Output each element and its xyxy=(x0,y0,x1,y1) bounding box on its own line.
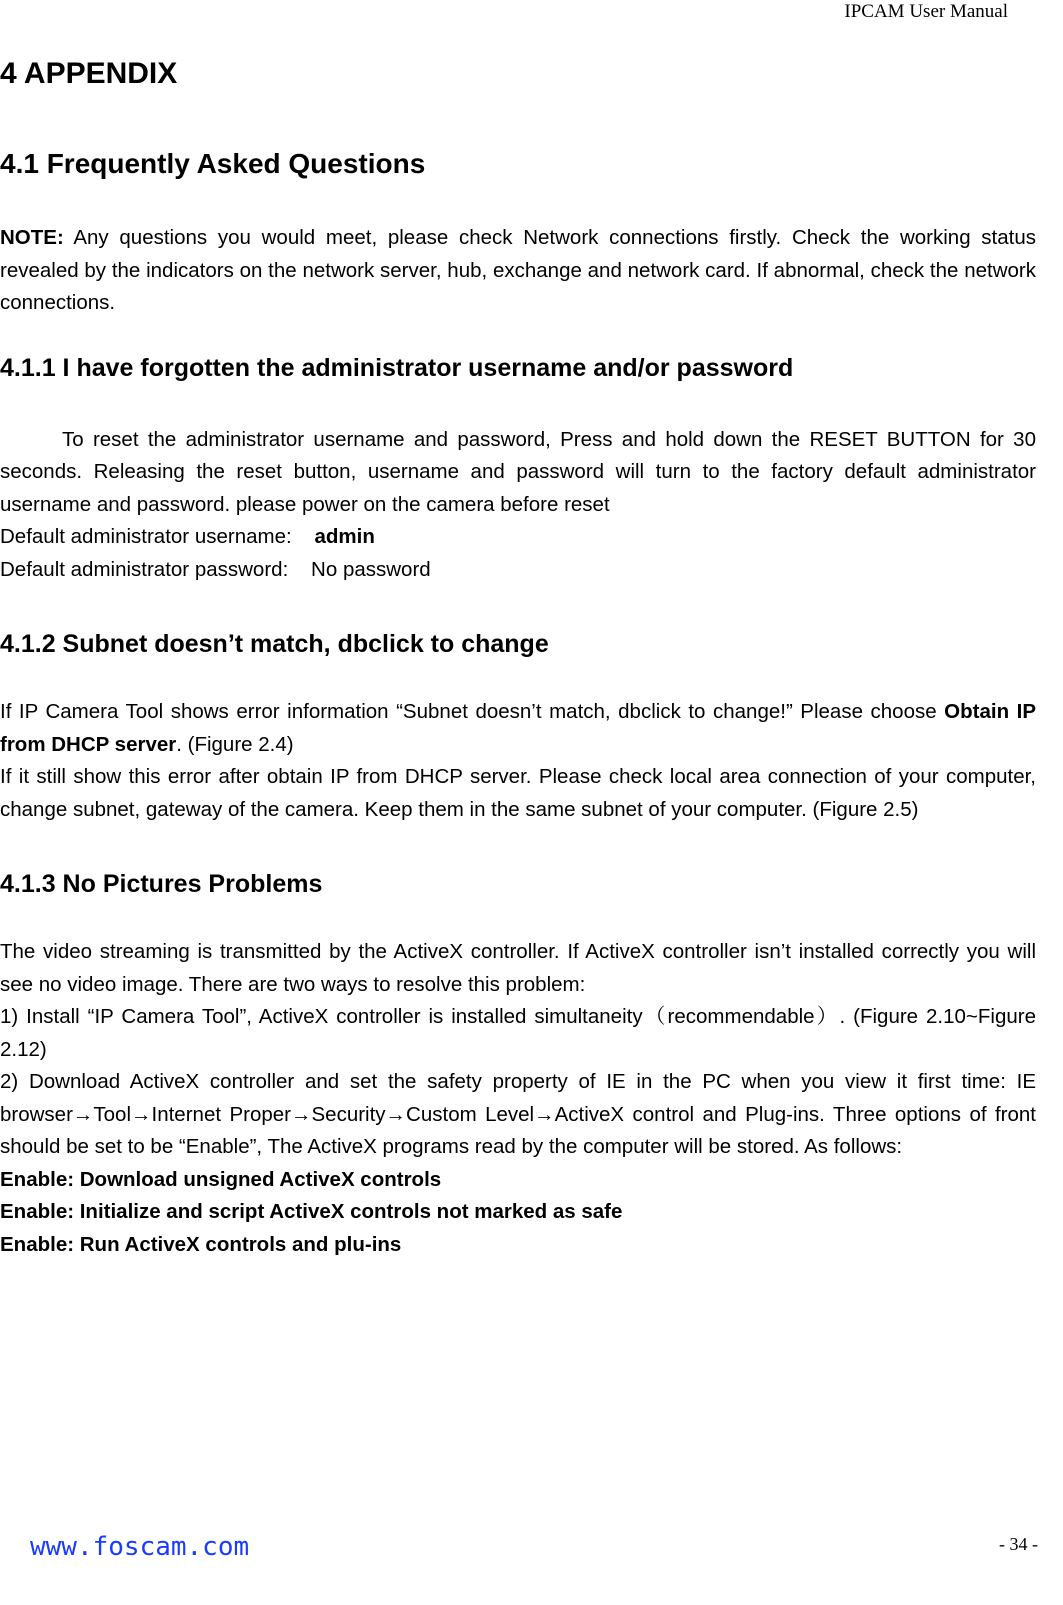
enable-line-1: Enable: Download unsigned ActiveX controls xyxy=(0,1167,442,1191)
subnet-paragraph-1 xyxy=(0,696,1036,761)
page-content xyxy=(0,52,1036,1261)
subnet-paragraph-2: If it still show this error after obtain IP from DHCP server. Please check local area connection of your computer, change subnet, gateway of the camera. Keep them in the same subnet of your computer. (Figure 2.5) xyxy=(0,765,1036,821)
reset-paragraph: To reset the administrator username and password, Press and hold down the RESET BUTTON for 30 seconds. Releasing the reset button, username and password will turn to the factory default administrator username and password. please power on the camera before reset xyxy=(0,427,1036,516)
note-text: Any questions you would meet, please check Network connections firstly. Check the working status revealed by the indicators on the network server, hub, exchange and network card. If abnormal, check the network connections. xyxy=(0,226,1036,314)
default-username-value: admin xyxy=(314,525,375,548)
subnet-p1-text-c: . (Figure 2.4) xyxy=(176,732,294,756)
note-paragraph xyxy=(0,222,1036,320)
default-username-line xyxy=(0,521,1036,554)
no-pictures-paragraph-2: 1) Install “IP Camera Tool”, ActiveX controller is installed simultaneity（recommendable）. (Figure 2.10~Figure 2.12) xyxy=(0,1005,1036,1061)
subsection-title-4-1-1: 4.1.1 I have forgotten the administrator username and/or password xyxy=(0,353,794,382)
subnet-p1-bold: Obtain IP from DHCP server xyxy=(0,700,1036,756)
footer-website-link[interactable]: www.foscam.com xyxy=(30,1532,250,1562)
note-label: NOTE: xyxy=(0,226,64,249)
default-username-label: Default administrator username: xyxy=(0,525,315,548)
subsection-title-4-1-2: 4.1.2 Subnet doesn’t match, dbclick to change xyxy=(0,630,549,658)
no-pictures-paragraph-1: The video streaming is transmitted by the ActiveX controller. If ActiveX controller isn’t installed correctly you will see no video image. There are two ways to resolve this problem: xyxy=(0,940,1036,996)
enable-line-3: Enable: Run ActiveX controls and plu-ins xyxy=(0,1232,402,1256)
page-number: - 34 - xyxy=(999,1534,1038,1554)
enable-line-2: Enable: Initialize and script ActiveX controls not marked as safe xyxy=(0,1200,623,1223)
default-password-line: Default administrator password: No password xyxy=(0,557,431,581)
subsection-title-4-1-3: 4.1.3 No Pictures Problems xyxy=(0,870,323,898)
no-pictures-paragraph-3: 2) Download ActiveX controller and set the safety property of IE in the PC when you view it first time: IE browser→Tool→Internet Proper→Security→Custom Level→ActiveX control and Plug-ins. Three options of front should be set to be “Enable”, The ActiveX programs read by the computer will be stored. As follows: xyxy=(0,1070,1036,1158)
section-title: 4.1 Frequently Asked Questions xyxy=(0,148,426,179)
subnet-p1-text-a: If IP Camera Tool shows error information “Subnet doesn’t match, dbclick to change!” Please choose xyxy=(0,700,945,723)
running-header: IPCAM User Manual xyxy=(844,1,1008,22)
chapter-title: 4 APPENDIX xyxy=(0,57,178,90)
